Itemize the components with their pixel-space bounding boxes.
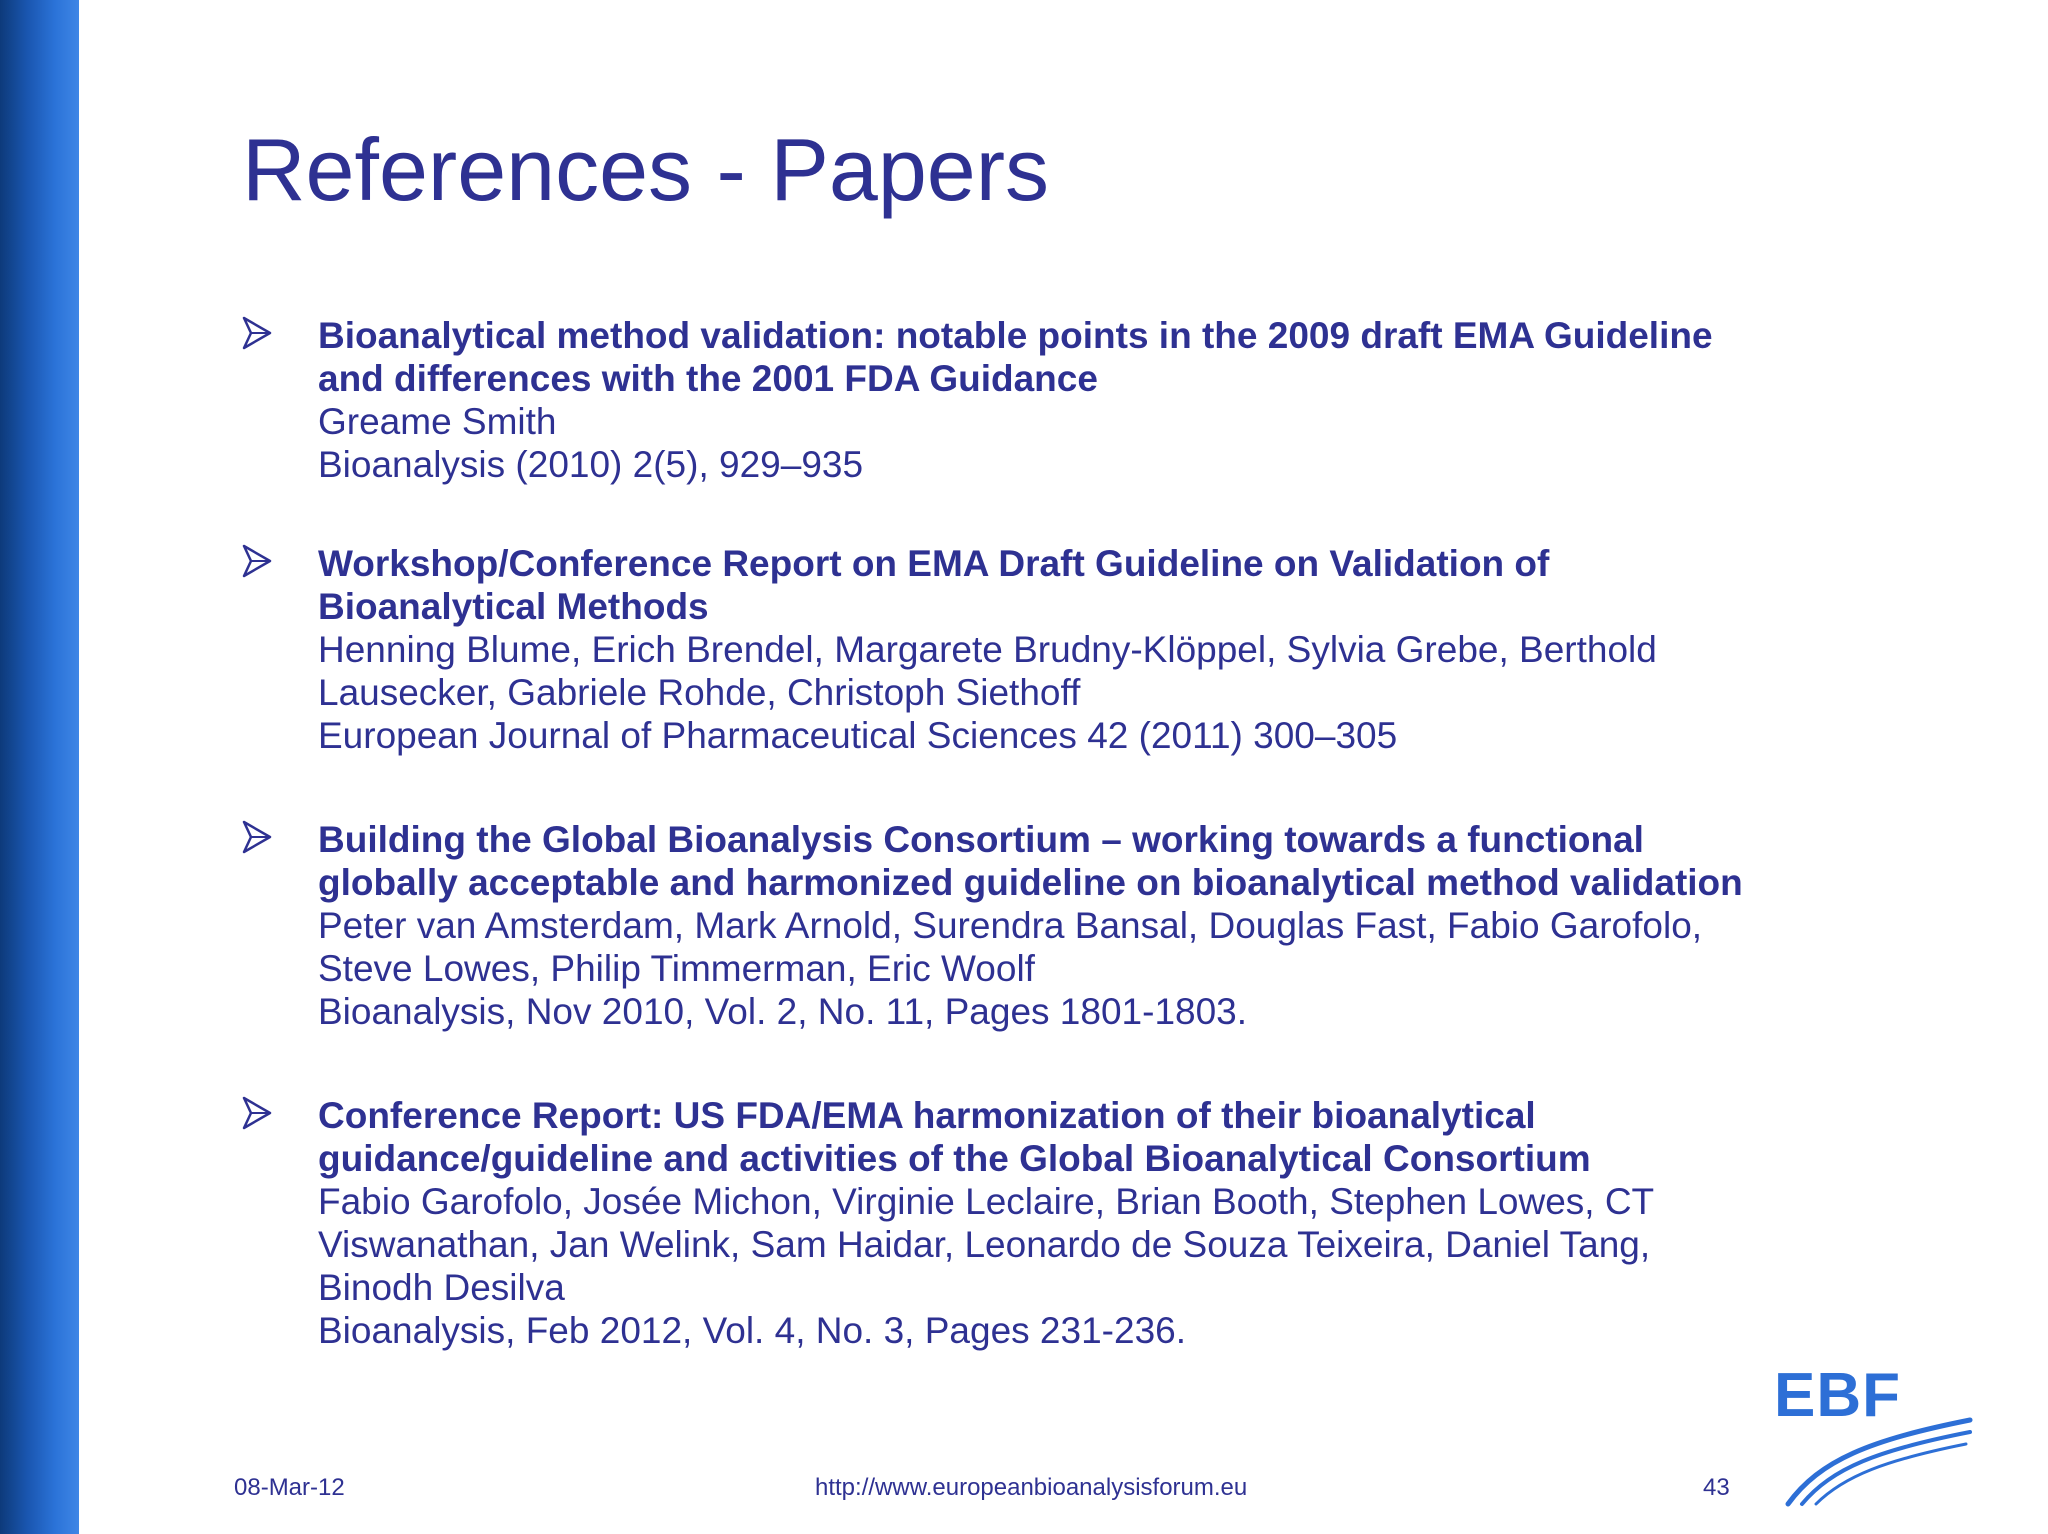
ebf-logo [1770, 1360, 1980, 1510]
footer-date: 08-Mar-12 [234, 1474, 345, 1501]
arrow-bullet-icon [242, 820, 272, 854]
reference-title-line: Bioanalytical Methods [318, 586, 709, 627]
reference-title-line: Building the Global Bioanalysis Consortium – working towards a functional [318, 819, 1644, 860]
reference-title-line: globally acceptable and harmonized guideline on bioanalytical method validation [318, 862, 1743, 903]
reference-item [242, 542, 1882, 757]
reference-title-line: and differences with the 2001 FDA Guidance [318, 358, 1098, 399]
reference-title-line: Conference Report: US FDA/EMA harmonization of their bioanalytical [318, 1095, 1536, 1136]
reference-authors: Viswanathan, Jan Welink, Sam Haidar, Leonardo de Souza Teixeira, Daniel Tang, [318, 1224, 1651, 1265]
reference-authors: Henning Blume, Erich Brendel, Margarete Brudny-Klöppel, Sylvia Grebe, Berthold [318, 629, 1657, 670]
reference-authors: Greame Smith [318, 401, 557, 442]
ebf-logo-swoosh-icon [1770, 1360, 1980, 1510]
reference-item [242, 818, 1882, 1033]
reference-authors: Lausecker, Gabriele Rohde, Christoph Siethoff [318, 672, 1081, 713]
left-accent-bar [0, 0, 79, 1534]
reference-item [242, 1094, 1882, 1352]
footer-url[interactable]: http://www.europeanbioanalysisforum.eu [815, 1474, 1248, 1501]
reference-citation: Bioanalysis, Feb 2012, Vol. 4, No. 3, Pages 231-236. [318, 1310, 1187, 1351]
arrow-bullet-icon [242, 544, 272, 578]
reference-citation: Bioanalysis (2010) 2(5), 929–935 [318, 444, 864, 485]
reference-item [242, 314, 1882, 486]
reference-title-line: Workshop/Conference Report on EMA Draft Guideline on Validation of [318, 543, 1550, 584]
reference-authors: Peter van Amsterdam, Mark Arnold, Surendra Bansal, Douglas Fast, Fabio Garofolo, [318, 905, 1703, 946]
slide-title: References - Papers [242, 120, 1050, 219]
ebf-logo-text: EBF [1774, 1361, 1901, 1430]
reference-title-line: guidance/guideline and activities of the Global Bioanalytical Consortium [318, 1138, 1591, 1179]
arrow-bullet-icon [242, 1096, 272, 1130]
arrow-bullet-icon [242, 316, 272, 350]
reference-authors: Binodh Desilva [318, 1267, 565, 1308]
references-list [242, 314, 1882, 1408]
reference-citation: Bioanalysis, Nov 2010, Vol. 2, No. 11, Pages 1801-1803. [318, 991, 1248, 1032]
reference-citation: European Journal of Pharmaceutical Sciences 42 (2011) 300–305 [318, 715, 1398, 756]
footer-page-number: 43 [1703, 1474, 1730, 1501]
reference-authors: Fabio Garofolo, Josée Michon, Virginie Leclaire, Brian Booth, Stephen Lowes, CT [318, 1181, 1655, 1222]
reference-authors: Steve Lowes, Philip Timmerman, Eric Woolf [318, 948, 1035, 989]
reference-title-line: Bioanalytical method validation: notable points in the 2009 draft EMA Guideline [318, 315, 1713, 356]
